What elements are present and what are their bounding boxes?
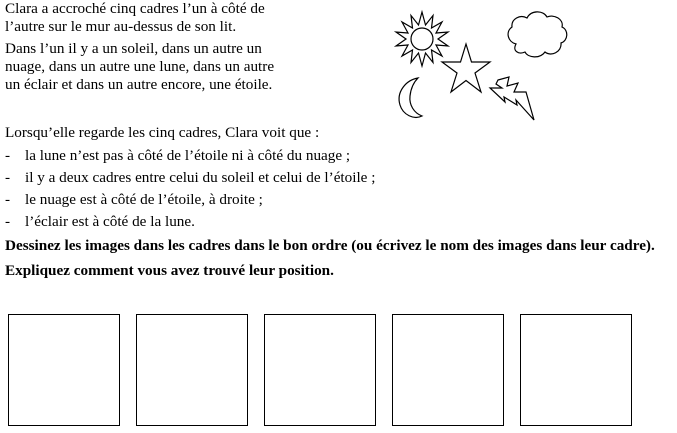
list-item [5,169,665,187]
frame-label [9,315,119,425]
moon-icon [399,78,422,117]
observations [5,124,665,235]
intro-line: un éclair et dans un autre encore, une étoile. [5,76,273,93]
frame-3[interactable] [264,314,376,426]
task-instruction: Dessinez les images dans les cadres dans le bon ordre (ou écrivez le nom des images dans leur cadre). [5,237,655,254]
list-item [5,147,665,165]
frame-5[interactable] [520,314,632,426]
intro-line: nuage, dans un autre une lune, dans un autre [5,58,275,75]
frame-label [521,315,631,425]
bullet-dash: - [5,147,11,164]
intro-text [5,0,335,94]
frames-row [5,314,645,428]
star-icon [442,44,490,92]
pictures-illustration [378,8,578,126]
intro-line: Clara a accroché cinq cadres l’un à côté de [5,0,265,17]
observation-text: l’éclair est à côté de la lune. [25,213,195,230]
lightning-icon [490,77,534,120]
frame-label [265,315,375,425]
pictures-svg [378,8,578,126]
bullet-dash: - [5,169,11,186]
task-explain: Expliquez comment vous avez trouvé leur position. [5,262,334,279]
observation-text: il y a deux cadres entre celui du soleil et celui de l’étoile ; [25,169,376,186]
frame-label [137,315,247,425]
intro-line: Dans l’un il y a un soleil, dans un autre un [5,40,262,57]
cloud-icon [508,12,567,57]
observations-list [5,147,665,231]
bullet-dash: - [5,213,11,230]
list-item [5,213,665,231]
task-instructions [5,236,677,280]
frame-4[interactable] [392,314,504,426]
observations-lead: Lorsqu’elle regarde les cinq cadres, Clara voit que : [5,124,320,141]
observation-text: le nuage est à côté de l’étoile, à droite ; [25,191,263,208]
intro-line: l’autre sur le mur au-dessus de son lit. [5,18,237,35]
bullet-dash: - [5,191,11,208]
frame-label [393,315,503,425]
frame-1[interactable] [8,314,120,426]
sun-icon [396,12,448,66]
frame-2[interactable] [136,314,248,426]
list-item [5,191,665,209]
observation-text: la lune n’est pas à côté de l’étoile ni à côté du nuage ; [25,147,351,164]
